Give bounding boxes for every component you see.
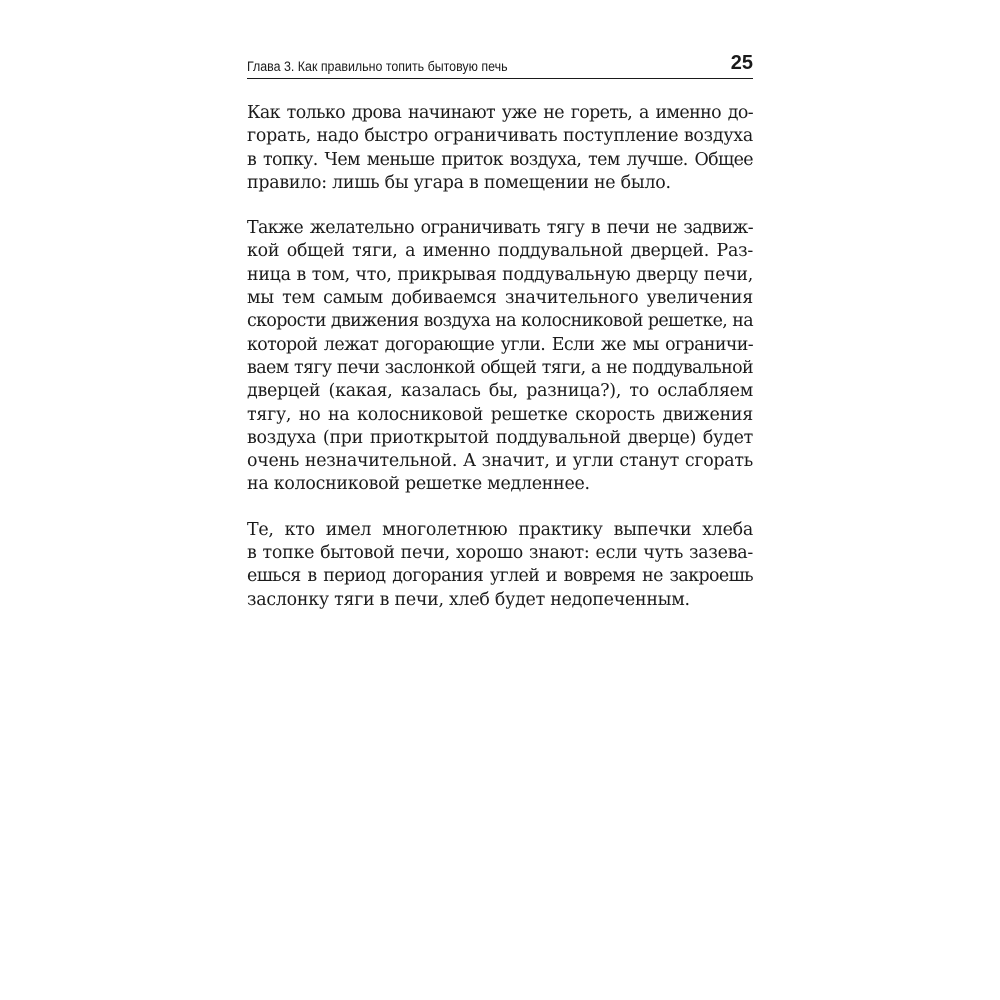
running-header xyxy=(247,52,753,79)
text-line: в топку. Чем меньше приток воздуха, тем лучше. Общее xyxy=(247,149,753,170)
text-line: заслонку тяги в печи, хлеб будет недопеченным. xyxy=(247,589,690,610)
text-line: Также желательно ограничивать тягу в печи не задвиж- xyxy=(247,218,753,239)
text-line: в топке бытовой печи, хорошо знают: если чуть зазева- xyxy=(247,543,753,564)
body-text xyxy=(247,102,753,634)
text-line: скорости движения воздуха на колосниковой решетке, на xyxy=(247,311,753,332)
text-line: Как только дрова начинают уже не гореть, а именно до- xyxy=(247,103,753,123)
text-line: тягу, но на колосниковой решетке скорость движения xyxy=(247,404,753,425)
text-line: кой общей тяги, а именно поддувальной дверцей. Раз- xyxy=(247,241,753,262)
text-line: Те, кто имел многолетнюю практику выпечки хлеба xyxy=(247,519,753,540)
text-line: ешься в период догорания углей и вовремя не закроешь xyxy=(247,566,753,587)
text-line: ница в том, что, прикрывая поддувальную дверцу печи, xyxy=(247,264,753,285)
text-line: которой лежат догорающие угли. Если же мы ограничи- xyxy=(247,334,753,355)
text-line: горать, надо быстро ограничивать поступление воздуха xyxy=(247,126,753,147)
chapter-title: Глава 3. Как правильно топить бытовую печь xyxy=(247,59,508,74)
paragraph-3 xyxy=(247,519,753,612)
paragraph-1 xyxy=(247,102,753,195)
text-line: дверцей (какая, казалась бы, разница?), то ослабляем xyxy=(247,381,753,402)
text-line: правило: лишь бы угара в помещении не было. xyxy=(247,172,671,193)
text-line: мы тем самым добиваемся значительного увеличения xyxy=(247,288,753,309)
text-line: ваем тягу печи заслонкой общей тяги, а не поддувальной xyxy=(247,357,753,378)
text-line: воздуха (при приоткрытой поддувальной дверце) будет xyxy=(247,427,753,448)
text-line: очень незначительной. А значит, и угли станут сгорать xyxy=(247,451,753,472)
paragraph-2 xyxy=(247,217,753,497)
text-line: на колосниковой решетке медленнее. xyxy=(247,474,590,495)
page-number: 25 xyxy=(730,52,753,74)
